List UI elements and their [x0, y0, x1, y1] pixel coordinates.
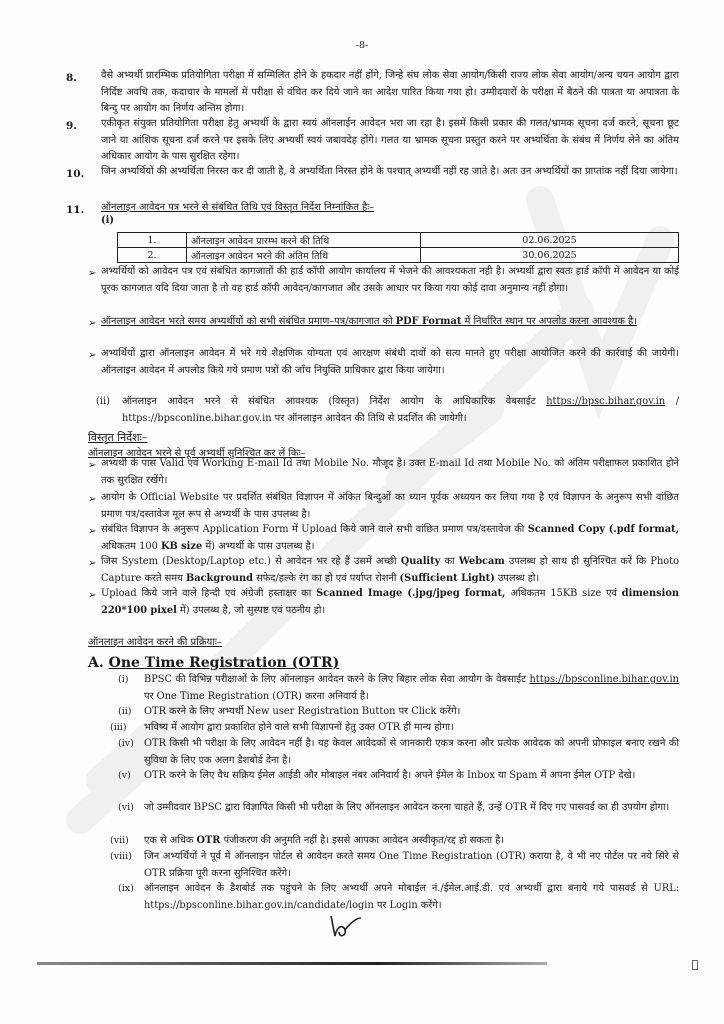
- arrow-bullet-icon: ➢: [88, 460, 97, 471]
- arrow-bullet-icon: ➢: [88, 350, 97, 361]
- arrow-bullet-icon: ➢: [88, 318, 97, 329]
- date-cell: 30.06.2025: [421, 248, 679, 263]
- sub-label: (i): [101, 215, 114, 226]
- otr-item-label: (v): [118, 770, 131, 781]
- bullet-text-part: में) उपलब्ध है, जो सुस्पष्ट एवं पठनीय हो।: [176, 604, 326, 616]
- bullet-text-part: में निर्धारित स्थान पर अपलोड करना आवश्यक है।: [461, 316, 637, 327]
- section-subheading: ऑनलाइन आवेदन भरने से पूर्व अभ्यर्थी सुनिश्चित कर लें किः–: [88, 448, 306, 459]
- otr-item-label: (vi): [118, 802, 134, 813]
- otr-item-text: ऑनलाइन आवेदन के डैशबोर्ड तक पहुंचने के लिए अभ्यर्थी अपने मोबाईल नं./ईमेल.आई.डी. एवं अभ्यर्थी द्वारा बनाये गये पासवर्ड से URL: https://bpsconline.bihar.gov.in/candidate/login पर Login करेंगे।: [144, 883, 679, 911]
- page-number: -8-: [355, 40, 369, 51]
- sub-text-part: / https://bpsconline.bihar.gov.in पर ऑनलाइन आवेदन की तिथि से प्रदर्शित की जायेगी।: [122, 396, 679, 424]
- bullet-text-bold: Background: [185, 572, 253, 584]
- sub-text-part: ऑनलाइन आवेदन भरने से संबंधित आवश्यक (विस्तृत) निर्देश आयोग के आधिकारिक वेबसाईट: [122, 396, 547, 407]
- otr-title: One Time Registration (OTR): [108, 655, 340, 671]
- serial-cell: 1.: [118, 233, 187, 248]
- arrow-bullet-icon: ➢: [88, 494, 97, 505]
- item-number: 8.: [66, 72, 77, 84]
- bullet-text-part: में) अभ्यर्थी के पास उपलब्ध है।: [202, 540, 315, 552]
- bullet-text-part: अधिकतम 100: [101, 540, 161, 552]
- item-text: जिन अभ्यर्थियों की अभ्यर्थिता निरस्त कर दी जाती है, वे अभ्यर्थिता निरस्त होने के पश्चात् अभ्यर्थी नहीं रह जाते है। अतः उन अभ्यर्थियों का प्राप्तांक नहीं दिया जायेगा।: [101, 166, 678, 177]
- label-cell: ऑनलाइन आवेदन प्रारम्भ करने की तिथि: [187, 233, 421, 248]
- bullet-text-bold: Scanned Copy (.pdf format,: [527, 524, 679, 535]
- otr-item-text: [144, 672, 679, 705]
- table-row: [118, 248, 679, 263]
- arrow-bullet-icon: ➢: [88, 590, 97, 601]
- otr-item-label: (viii): [110, 851, 132, 862]
- section-heading: विस्तृत निर्देशः–: [88, 431, 148, 444]
- bullet-text: अभ्यर्थियों को आवेदन पत्र एवं संबंधित कागजातों की हार्ड कॉपी आयोग कार्यालय में भेजने की आवश्यकता नही है। अभ्यर्थी द्वारा स्वतः हार्ड कॉपी में आवेदन या कोई पूरक कागजात यदि दिया जाता है तो वह हार्ड कॉपी आवेदन/कागजात और उसके आधार पर किया गया कोई दावा अनुमान्य नहीं होगा।: [101, 266, 679, 294]
- website-link[interactable]: https://bpsconline.bihar.gov.in: [529, 674, 679, 685]
- otr-text-part: एक से अधिक: [144, 835, 197, 846]
- serial-cell: 2.: [118, 248, 187, 263]
- item-text: एकीकृत संयुक्त प्रतियोगिता परीक्षा हेतु अभ्यर्थी के द्वारा स्वयं ऑनलाईन आवेदन भरा जा रहा है। इसमें किसी प्रकार की गलत/भ्रामक सूचना दर्ज करने, सूचना छूट जाने या आंशिक सूचना दर्ज करने पर इसके लिए अभ्यर्थी स्वयं जबावदेह होंगे। गलत या भ्रामक सूचना प्रस्तुत करने पर अभ्यर्थिता के संबंध में निर्णय लेने का अंतिम अधिकार आयोग के पास सुरक्षित रहेगा।: [101, 118, 679, 162]
- section-heading: ऑनलाइन आवेदन करने की प्रक्रियाः–: [88, 637, 222, 648]
- bullet-text-part: का: [440, 556, 459, 567]
- otr-item-label: (iii): [110, 722, 127, 733]
- otr-item-label: (ii): [118, 706, 132, 717]
- date-cell: 02.06.2025: [421, 233, 679, 248]
- otr-item-text: OTR करने के लिए अभ्यर्थी New user Registration Button पर Click करेंगे।: [144, 706, 461, 717]
- bullet-text-part: उपलब्ध हो साथ ही सुनिश्चित करें कि Photo Capture करते समय: [101, 556, 679, 584]
- bullet-text-bold: PDF Format: [395, 316, 462, 327]
- bullet-text: [101, 490, 679, 523]
- bullet-text: [101, 586, 679, 619]
- otr-item-text: जो उम्मीदवार BPSC द्वारा विज्ञापित किसी भी परीक्षा के लिए ऑनलाइन आवेदन करना चाहते हैं, उन्हें OTR में दिए गए पासवर्ड का ही उपयोग होगा।: [144, 802, 670, 813]
- item-text: वैसे अभ्यर्थी प्रारम्भिक प्रतियोगिता परीक्षा में सम्मिलित होने के हकदार नहीं होंगे, जिन्हे संघ लोक सेवा आयोग/किसी राज्य लोक सेवा आयोग/अन्य चयन आयोग द्वारा निर्दिष्ट अवधि तक, कदाचार के मामलों में परीक्षा से वंचित कर दिये जाने का आदेश पारित किया गया हो। उम्मीदवारों के परीक्षा में बैठने की पात्रता या अपात्रता के बिन्दु पर आयोग का निर्णय अन्तिम होगा।: [101, 70, 679, 114]
- bullet-text: [101, 522, 679, 555]
- bullet-text-bold: (Sufficient Light): [399, 572, 495, 584]
- sub-label: (ii): [96, 396, 110, 407]
- scan-edge-line: [37, 962, 547, 965]
- arrow-bullet-icon: ➢: [88, 268, 97, 279]
- bullet-text: [101, 554, 679, 587]
- bullet-text-bold: KB size: [160, 540, 203, 552]
- label-cell: ऑनलाइन आवेदन भरने की अंतिम तिथि: [187, 248, 421, 263]
- website-link[interactable]: https://bpsc.bihar.gov.in: [546, 396, 666, 407]
- otr-item-label: (ix): [118, 883, 134, 894]
- bullet-text-part: संबंधित विज्ञापन के अनुरूप Application Form में Upload किये जाने वाले सभी वांछित प्रमाण पत्र/दस्तावेज की: [101, 524, 528, 535]
- bullet-text-part: जिस System (Desktop/Laptop etc.) से आवेदन भर रहे हैं उसमें अच्छी: [101, 556, 401, 567]
- item-heading: ऑनलाइन आवेदन पत्र भरने से संबंधित तिथि एवं विस्तृत निर्देश निम्नांकित हैः–: [101, 202, 375, 213]
- otr-item-label: (i): [118, 674, 129, 685]
- sub-text: [122, 394, 679, 427]
- otr-text-part: पर One Time Registration (OTR) करना अनिवार्य है।: [144, 690, 369, 702]
- otr-item-label: (vii): [110, 835, 129, 846]
- item-number: 10.: [66, 168, 85, 180]
- bullet-text-bold: Quality: [400, 556, 441, 567]
- otr-prefix: A.: [88, 655, 104, 671]
- arrow-bullet-icon: ➢: [88, 558, 97, 569]
- table-row: [118, 233, 679, 248]
- item-number: 9.: [66, 120, 77, 132]
- otr-item-text: OTR किसी भी परीक्षा के लिए आवेदन नहीं है। यह केवल आवेदकों से जानकारी एकत्र करना और प्रत्येक आवेदक को अपनी प्रोफाइल बनाए रखने की सुविधा के लिए एक अलग डैशबोर्ड देना है।: [144, 738, 679, 766]
- bullet-text-part: सफेद/हल्के रंग का हो एवं पर्याप्त रोशनी: [253, 572, 400, 584]
- otr-item-label: (iv): [118, 738, 134, 749]
- bullet-text-part: आयोग के Official Website पर प्रदर्शित संबंधित विज्ञापन में अंकित बिन्दुओं का ध्यान पूर्वक अध्ययन कर लिया गया है एवं विज्ञापन के अनुरूप सभी वांछित प्रमाण पत्र/दस्तावेज मूल रूप से अभ्यर्थी के पास उपलब्ध है।: [101, 492, 679, 520]
- bullet-text-part: अभ्यर्थी के पास Valid एवं Working E-mail Id तथा Mobile No. मौजूद है। उक्त E-mail Id तथा Mobile No. को अंतिम परीक्षाफल प्रकाशित होने तक सुरक्षित रखेंगे।: [101, 458, 679, 486]
- otr-text-part: BPSC की विभिन्न परीक्षाओं के लिए ऑनलाइन आवेदन करने के लिए बिहार लोक सेवा आयोग के वेबसाईट: [144, 674, 530, 685]
- bullet-text-part: उपलब्ध हो।: [494, 572, 540, 584]
- bullet-text: [101, 456, 679, 489]
- bullet-text: [101, 314, 679, 331]
- item-number: 11.: [66, 204, 85, 216]
- bullet-text: अभ्यर्थियों द्वारा ऑनलाइन आवेदन में भरे गये शैक्षणिक योग्यता एवं आरक्षण संबंधी दावों को सत्य मानते हुए परीक्षा आयोजित करने की कार्रवाई की जायेगी। ऑनलाइन आवेदन में अपलोड किये गये प्रमाण पत्रों की जाँच नियुक्ति प्राधिकार द्वारा किया जायेगा।: [101, 348, 679, 376]
- otr-text-bold: OTR: [196, 835, 221, 846]
- bullet-text-bold: Webcam: [458, 556, 505, 567]
- dates-table: [117, 232, 679, 263]
- otr-item-text: भविष्य में आयोग द्वारा प्रकाशित होने वाले सभी विज्ञापनों हेतु उक्त OTR ही मान्य होगा।: [144, 722, 454, 733]
- signature: [325, 912, 365, 942]
- bullet-text-bold: dimension 220*100 pixel: [101, 588, 679, 616]
- scan-edge-mark: [692, 960, 698, 970]
- otr-item-text: [144, 833, 679, 850]
- arrow-bullet-icon: ➢: [88, 526, 97, 537]
- bullet-text-bold: Scanned Image (.jpg/jpeg format,: [316, 588, 511, 599]
- otr-text-part: पंजीकरण की अनुमति नहीं है। इससे आपका आवेदन अस्वीकृत/रद्द हो सकता है।: [220, 835, 505, 846]
- otr-item-text: जिन अभ्यर्थियों ने पूर्व में ऑनलाइन पोर्टल से आवेदन करते समय One Time Registration (OTR) कराया है, वे भी नए पोर्टल पर नये सिरे से OTR प्रक्रिया पूरी करना सुनिश्चित करेंगे।: [144, 851, 679, 879]
- bullet-text-part: अधिकतम 15KB size एवं: [510, 588, 622, 599]
- bullet-text-part: ऑनलाइन आवेदन भरते समय अभ्यर्थीयों को सभी संबंधित प्रमाण–पत्र/कागजात को: [101, 316, 396, 327]
- bullet-text-part: Upload किये जाने वाले हिन्दी एवं अंग्रेजी हस्ताक्षर का: [101, 588, 317, 599]
- otr-heading: [88, 655, 339, 671]
- otr-item-text: OTR करने के लिए वैध सक्रिय ईमेल आईडी और मोबाइल नंबर अनिवार्य है। अपने ईमेल के Inbox या Spam में अपना ईमेल OTP देखे।: [144, 770, 636, 781]
